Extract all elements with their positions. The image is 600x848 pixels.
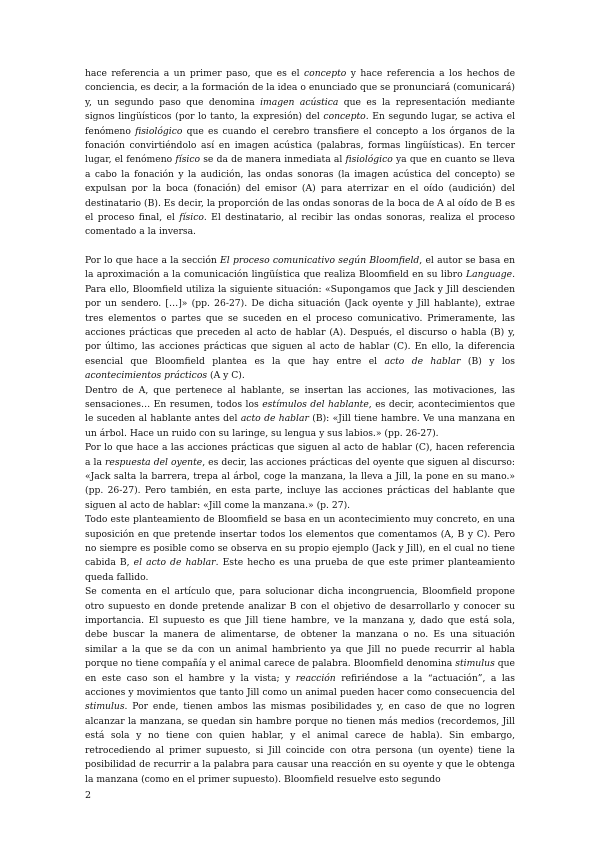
text-run: se da de manera inmediata al (200, 154, 346, 166)
text-run: Por lo que hace a la sección (85, 254, 221, 266)
paragraph-1 (85, 67, 515, 240)
italic-term: stimulus (85, 701, 125, 713)
paragraph-2 (85, 254, 515, 384)
italic-term: Language (465, 269, 513, 281)
document-body (85, 67, 515, 787)
italic-term: estímulos del hablante (262, 398, 369, 410)
italic-term: acto de hablar (240, 413, 309, 425)
italic-term: stimulus (455, 658, 495, 670)
italic-term: El proceso comunicativo según Bloomfield (220, 254, 420, 266)
italic-term: el acto de hablar (133, 557, 216, 569)
text-run: . El destinatario, al recibir las ondas sonoras, realiza el proceso comentado a la inversa. (85, 212, 515, 238)
italic-term: respuesta del oyente (104, 456, 203, 468)
text-run: , el autor se basa en la aproximación a la comunicación lingüística que realiza Bloomfield en su libro (85, 254, 515, 281)
text-run: . Para ello, Bloomfield utiliza la siguiente situación: «Supongamos que Jack y Jill descienden por un sendero. […]» (pp. 26-27). De dicha situación (Jack oyente y Jill hablante), extrae tres elementos o partes que se suceden en el proceso comunicativo. Primeramente, las acciones prácticas que preceden al acto de hablar (A). Después, el discurso o habla (B) y, por último, las acciones prácticas que siguen al acto de hablar (C). En ello, la diferencia esencial que Bloomfield plantea es la que hay entre el (85, 269, 515, 367)
paragraph-3 (85, 384, 515, 442)
text-run: (B): «Jill tiene hambre. Ve una manzana en un árbol. Hace un ruido con su laringe, su lengua y sus labios.» (pp. 26-27). (85, 413, 515, 439)
italic-term: imagen acústica (260, 96, 339, 108)
text-run: . En segundo lugar, se activa el fenómeno (85, 111, 516, 137)
text-run: que es la representación mediante signos lingüísticos (por lo tanto, la expresión) del (85, 96, 515, 123)
italic-term: reacción (295, 672, 336, 684)
text-run: ya que en cuanto se lleva a cabo la fonación y la audición, las ondas sonoras (la imagen acústica del concepto) se expulsan por la boca (fonación) del emisor (A) para aterrizar en el oído (audición) del destinatario (B). Es decir, la proporción de las ondas sonoras de la boca de A al oído de B es el proceso final, el (85, 154, 515, 224)
text-run: Por lo que hace a las acciones prácticas que siguen al acto de hablar (C), hacen referencia a la (85, 442, 515, 468)
text-run: Todo este planteamiento de Bloomfield se basa en un acontecimiento muy concreto, en una suposición en que pretende insertar todos los elementos que comentamos (A, B y C). Pero no siempre es posible como se observa en su propio ejemplo (Jack y Jill), en el cual no tiene cabida B, (85, 514, 515, 569)
italic-term: acto de hablar (384, 355, 461, 367)
text-run: que es cuando el cerebro transfiere el concepto a los órganos de la fonación convirtiéndolo así en imagen acústica (palabras, formas lingüísticas). En tercer lugar, el fenómeno (85, 125, 515, 166)
text-run: Dentro de A, que pertenece al hablante, se insertan las acciones, las motivaciones, las sensaciones… En resumen, todos los (85, 384, 515, 410)
text-run: , es decir, las acciones prácticas del oyente que siguen al discurso: «Jack salta la barrera, trepa al árbol, coge la manzana, la lleva a Jill, la pone en su mano.» (pp. 26-27). Pero también, en esta parte, incluye las acciones prácticas del hablante que siguen al acto de hablar: «Jill come la manzana.» (p. 27). (85, 456, 515, 511)
text-run: (A y C). (207, 370, 245, 382)
text-run: , es decir, acontecimientos que le suceden al hablante antes del (85, 398, 516, 425)
italic-term: fisiológico (345, 154, 393, 166)
italic-term: físico (175, 154, 201, 166)
paragraph-4 (85, 441, 515, 513)
italic-term: concepto (323, 111, 366, 123)
text-run: hace referencia a un primer paso, que es el (85, 68, 305, 79)
text-run: . Por ende, tienen ambos las mismas posibilidades y, en caso de que no logren alcanzar la manzana, se quedan sin hambre porque no tienen más medios (recordemos, Jill está sola y no tiene con quien hablar, y el animal carece de habla). Sin embargo, retrocediendo al primer supuesto, si Jill coincide con otra persona (un oyente) tiene la posibilidad de recurrir a la palabra para causar una reacción en su oyente y que le obtenga la manzana (como en el primer supuesto). Bloomfield resuelve esto segundo (85, 701, 515, 785)
text-run: refiriéndose a la “actuación”, a las acciones y movimientos que tanto Jill como un animal pueden hacer como consecuencia del (85, 672, 515, 699)
italic-term: acontecimientos prácticos (85, 370, 208, 382)
paragraph-6 (85, 585, 515, 787)
italic-term: concepto (304, 68, 347, 79)
text-run: (B) y los (460, 355, 516, 367)
text-run: . Este hecho es una prueba de que este primer planteamiento queda fallido. (85, 557, 515, 583)
paragraph-gap (85, 240, 515, 254)
text-run: y hace referencia a los hechos de conciencia, es decir, a la formación de la idea o enunciado que se pronunciará (comunicará) y, un segundo paso que denomina (85, 68, 516, 108)
italic-term: físico (179, 212, 204, 224)
paragraph-5 (85, 513, 515, 585)
italic-term: fisiológico (135, 125, 183, 137)
text-run: que en este caso son el hambre y la vista; y (85, 658, 515, 684)
text-run: Se comenta en el artículo que, para solucionar dicha incongruencia, Bloomfield propone otro supuesto en donde pretende analizar B con el objetivo de desarrollarlo y conocer su importancia. El supuesto es que Jill tiene hambre, ve la manzana y, dado que está sola, debe buscar la manera de alimentarse, de obtener la manzana o no. Es una situación similar a la que se da con un animal hambriento ya que Jill no puede recurrir al habla porque no tiene compañía y el animal carece de palabra. Bloomfield denomina (85, 586, 515, 670)
page-number: 2 (85, 790, 92, 801)
